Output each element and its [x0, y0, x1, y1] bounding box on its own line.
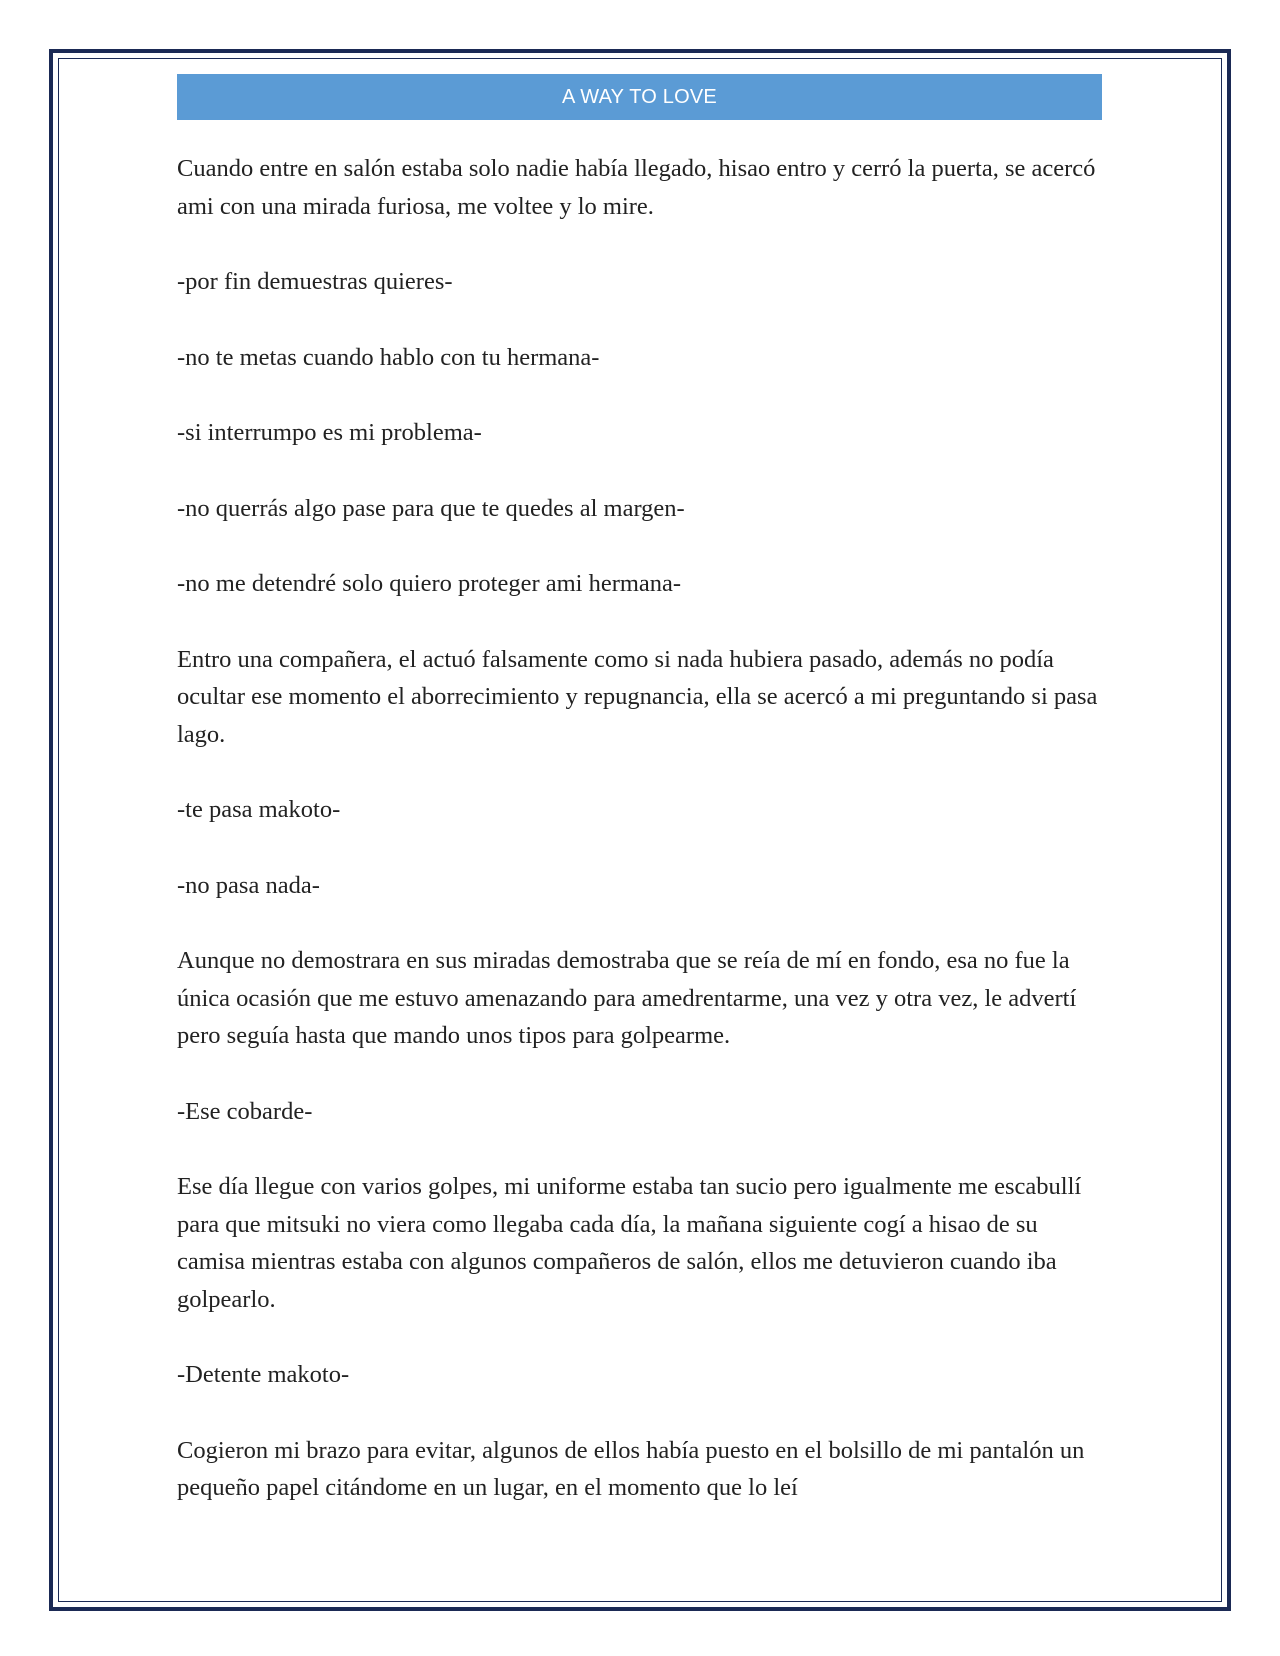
- dialogue-line: -no me detendré solo quiero proteger ami hermana-: [177, 570, 682, 597]
- dialogue-line: -si interrumpo es mi problema-: [177, 419, 482, 446]
- paragraph: Cogieron mi brazo para evitar, algunos de ellos había puesto en el bolsillo de mi pantalón un pequeño papel citándome en un lugar, en el momento que lo leí: [177, 1436, 1085, 1501]
- header-bar: [177, 74, 1102, 120]
- paragraph: Entro una compañera, el actuó falsamente como si nada hubiera pasado, además no podía ocultar ese momento el aborrecimiento y repugnancia, ella se acercó a mi preguntando si pasa lago.: [177, 645, 1098, 748]
- dialogue-line: -no pasa nada-: [177, 871, 320, 899]
- dialogue-line: -por fin demuestras quieres-: [177, 268, 453, 295]
- dialogue-line: -no te metas cuando hablo con tu hermana-: [177, 343, 600, 371]
- dialogue-line: -Ese cobarde-: [177, 1097, 313, 1125]
- page-title: A WAY TO LOVE: [562, 85, 717, 108]
- dialogue-line: -no querrás algo pase para que te quedes al margen-: [177, 494, 685, 522]
- paragraph: Ese día llegue con varios golpes, mi uniforme estaba tan sucio pero igualmente me escabullí para que mitsuki no viera como llegaba cada día, la mañana siguiente cogí a hisao de su camisa mientras estaba con algunos compañeros de salón, ellos me detuvieron cuando iba golpearlo.: [177, 1173, 1082, 1313]
- dialogue-line: -Detente makoto-: [177, 1361, 350, 1388]
- paragraph: Aunque no demostrara en sus miradas demostraba que se reía de mí en fondo, esa no fue la única ocasión que me estuvo amenazando para amedrentarme, una vez y otra vez, le advertí pero seguía hasta que mando unos tipos para golpearme.: [177, 947, 1077, 1049]
- dialogue-line: -te pasa makoto-: [177, 796, 341, 823]
- document-body: [177, 150, 1107, 1545]
- paragraph: Cuando entre en salón estaba solo nadie había llegado, hisao entro y cerró la puerta, se acercó ami con una mirada furiosa, me voltee y lo mire.: [177, 155, 1096, 220]
